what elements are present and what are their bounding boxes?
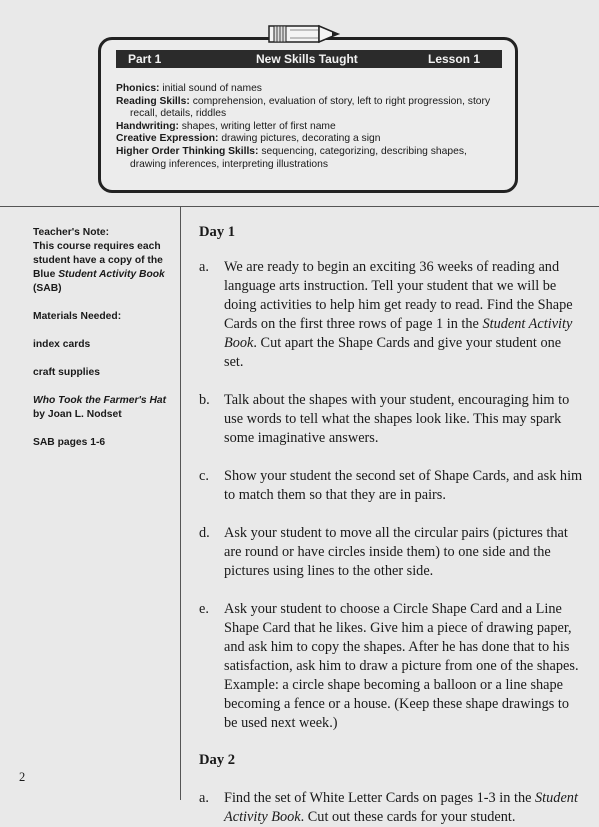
teacher-sidebar: [33, 226, 173, 464]
day-heading: Day 2: [199, 752, 236, 768]
lesson-content: [199, 223, 584, 827]
skill-row: [116, 83, 506, 96]
skill-row: [116, 133, 506, 146]
skill-text: sequencing, categorizing, describing shapes,: [258, 145, 467, 157]
note-book-title: Student Activity Book: [55, 269, 165, 280]
skill-text: drawing pictures, decorating a sign: [218, 133, 381, 145]
skill-row: [116, 96, 506, 121]
materials-heading: Materials Needed:: [33, 311, 122, 322]
item-book-title: Student Activity Book: [224, 316, 573, 351]
skill-label: Reading Skills:: [116, 95, 190, 107]
list-item: [199, 467, 584, 505]
note-text-2: (SAB): [33, 283, 62, 294]
book-reference: [33, 394, 173, 422]
skill-text: shapes, writing letter of first name: [178, 120, 336, 132]
item-letter: d.: [199, 525, 210, 541]
lesson-label: Lesson 1: [428, 52, 481, 66]
skill-row: [116, 121, 506, 134]
item-text: We are ready to begin an exciting 36 weeks of reading and language arts instruction. Tell your student that we will be doing activities to help him get ready to read. Find the Shape Cards on the first three rows of page 1 in the: [224, 259, 573, 332]
teachers-note-heading: Teacher's Note:: [33, 227, 110, 238]
skill-row: [116, 146, 506, 171]
list-item: [199, 258, 584, 372]
note-blue: Blue: [33, 269, 56, 280]
skill-text: comprehension, evaluation of story, left to right progression, story: [189, 95, 491, 107]
item-letter: b.: [199, 392, 210, 408]
skill-text-cont: drawing inferences, interpreting illustrations: [130, 158, 329, 170]
material-item: craft supplies: [33, 367, 100, 378]
page-number: 2: [19, 770, 26, 784]
item-text: . Cut apart the Shape Cards and give your student one set.: [224, 335, 562, 370]
material-item: index cards: [33, 339, 91, 350]
skills-list: [116, 83, 506, 171]
item-text: Find the set of White Letter Cards on pages 1-3 in the: [224, 790, 536, 806]
skill-label: Phonics:: [116, 83, 160, 94]
item-text: . Cut out these cards for your student.: [300, 809, 516, 825]
pencil-icon: [268, 24, 342, 44]
part-label: Part 1: [128, 52, 162, 66]
header-title: New Skills Taught: [256, 52, 358, 66]
skill-text: initial sound of names: [159, 83, 262, 94]
list-item: [199, 600, 584, 733]
note-text-1: This course requires each student have a copy of the: [33, 241, 163, 266]
item-text: Talk about the shapes with your student, encouraging him to use words to tell what the shapes look like. This may spark some imaginative answers.: [224, 392, 570, 446]
vertical-divider: [180, 206, 181, 800]
skill-text-cont: recall, details, riddles: [130, 108, 227, 120]
item-letter: a.: [199, 259, 209, 275]
lesson-header-bar: [116, 50, 502, 68]
item-letter: a.: [199, 790, 209, 806]
item-text: Ask your student to move all the circular pairs (pictures that are round or have circles inside them) to one side and the pictures using lines to the other side.: [224, 525, 568, 579]
item-letter: c.: [199, 468, 209, 484]
sab-pages: SAB pages 1-6: [33, 437, 106, 448]
list-item: [199, 391, 584, 448]
day-heading: Day 1: [199, 224, 236, 240]
item-letter: e.: [199, 601, 209, 617]
skill-label: Higher Order Thinking Skills:: [116, 145, 259, 157]
item-text: Show your student the second set of Shape Cards, and ask him to match them so that they are in pairs.: [224, 468, 583, 503]
horizontal-divider: [0, 206, 599, 207]
book-title: Who Took the Farmer's Hat: [33, 395, 167, 406]
skill-label: Handwriting:: [116, 120, 179, 132]
list-item: [199, 524, 584, 581]
teachers-note-text: [33, 240, 173, 296]
item-book-title: Student Activity Book: [224, 790, 578, 825]
skill-label: Creative Expression:: [116, 133, 219, 145]
list-item: [199, 789, 584, 827]
book-author: by Joan L. Nodset: [33, 409, 122, 420]
item-text: Ask your student to choose a Circle Shape Card and a Line Shape Card that he likes. Give him a piece of drawing paper, and ask him to copy the shapes. After he has done that to his satisfaction, ask him to draw a picture from one of the shapes. Example: a circle shape becoming a balloon or a line shape becoming a fence or a house. (Keep these shape drawings to be used next week.): [224, 601, 579, 731]
